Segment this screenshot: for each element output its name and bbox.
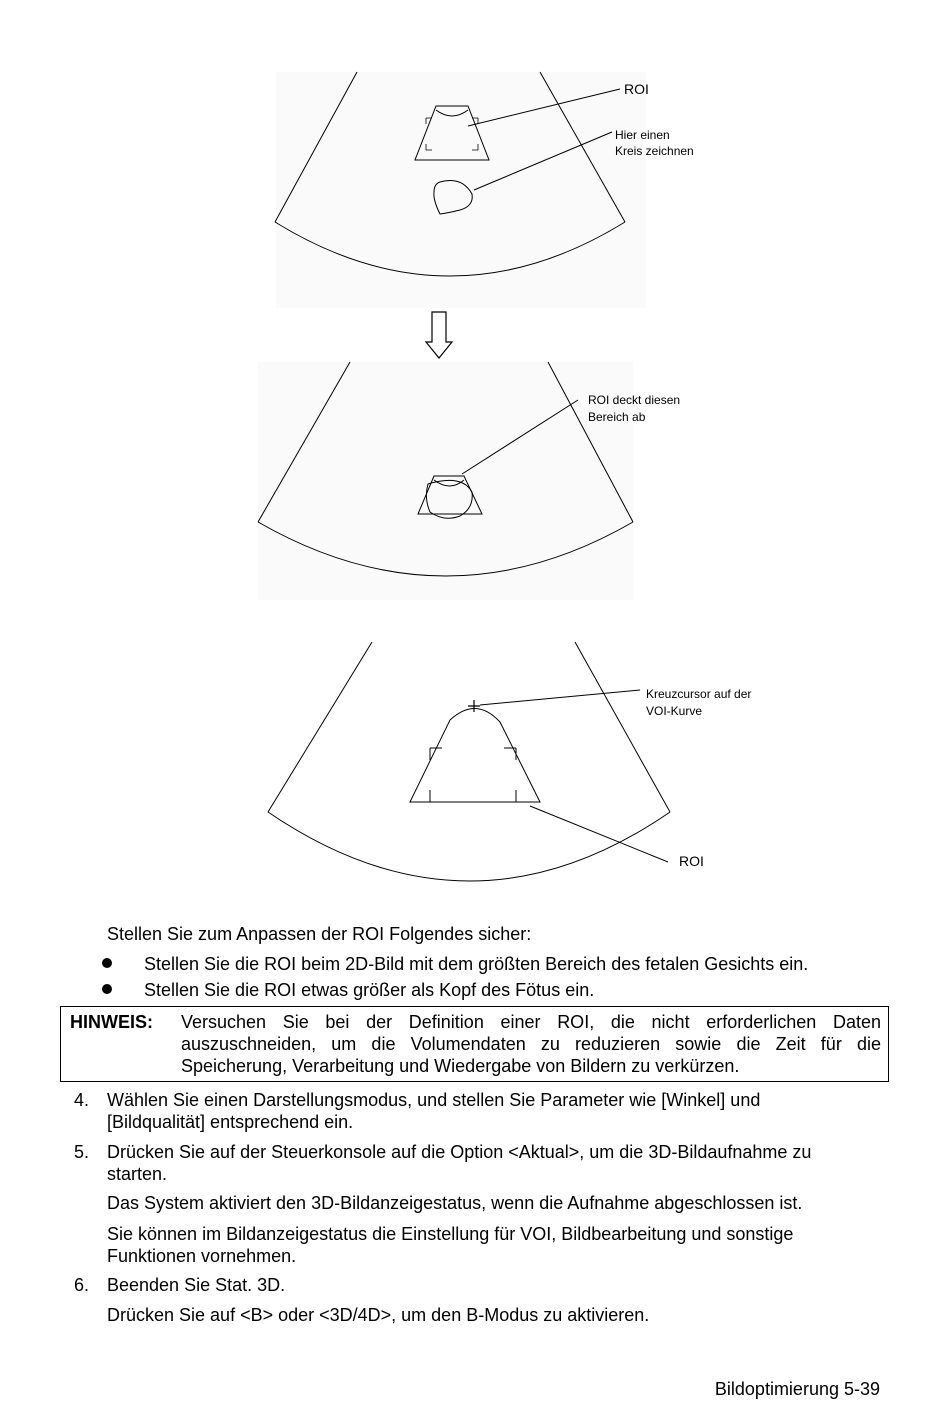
label-cursor-2: VOI-Kurve — [646, 704, 703, 718]
sector-left-edge-3 — [268, 642, 372, 812]
page-footer: Bildoptimierung 5-39 — [714, 1379, 880, 1399]
diagram-cross-cursor — [268, 642, 670, 881]
step-number: 6. — [74, 1275, 90, 1295]
sector-arc-3 — [268, 812, 670, 881]
label-cover-1: ROI deckt diesen — [588, 393, 681, 407]
note-text — [181, 1011, 881, 1077]
label-cover-2: Bereich ab — [588, 410, 646, 424]
diagram-roi-covers — [258, 362, 633, 600]
step-5-extra-2: Sie können im Bildanzeigestatus die Einstellung für VOI, Bildbearbeitung und sonstige — [107, 1224, 794, 1244]
leader-cursor — [480, 690, 640, 705]
note-label: HINWEIS: — [70, 1012, 153, 1032]
leader-roi-3 — [530, 806, 668, 862]
step-5-line-1: Drücken Sie auf der Steuerkonsole auf die Option <Aktual>, um die 3D-Bildaufnahme zu — [107, 1142, 812, 1162]
bullet-dot-icon — [102, 984, 112, 994]
cross-cursor-icon — [468, 700, 480, 712]
step-number: 4. — [74, 1090, 90, 1110]
bullet-item-2: Stellen Sie die ROI etwas größer als Kopf des Fötus ein. — [144, 980, 595, 1000]
sector-right-edge-3 — [575, 642, 670, 812]
step-number: 5. — [74, 1142, 90, 1162]
step-5-line-2: starten. — [107, 1164, 168, 1184]
label-roi-1: ROI — [624, 81, 649, 97]
step-4-line-2: [Bildqualität] entsprechend ein. — [107, 1112, 354, 1132]
label-cursor-1: Kreuzcursor auf der — [646, 687, 752, 701]
note-box — [60, 1006, 889, 1082]
step-5-extra-1: Das System aktiviert den 3D-Bildanzeigestatus, wenn die Aufnahme abgeschlossen ist. — [107, 1193, 803, 1213]
note-line: auszuschneiden, um die Volumendaten zu reduzieren sowie die Zeit für die — [181, 1034, 881, 1054]
step-5-extra-3: Funktionen vornehmen. — [107, 1246, 297, 1266]
note-line: Speicherung, Verarbeitung und Wiedergabe von Bildern zu verkürzen. — [181, 1056, 740, 1076]
diagram-draw-circle — [275, 72, 646, 308]
intro-text: Stellen Sie zum Anpassen der ROI Folgendes sicher: — [107, 924, 532, 944]
bullet-dot-icon — [102, 958, 112, 968]
step-6-line-1: Beenden Sie Stat. 3D. — [107, 1275, 286, 1295]
step-6-extra-1: Drücken Sie auf <B> oder <3D/4D>, um den B-Modus zu aktivieren. — [107, 1305, 650, 1325]
down-arrow-icon — [426, 312, 452, 358]
note-line: Versuchen Sie bei der Definition einer ROI, die nicht erforderlichen Daten — [181, 1012, 881, 1032]
label-roi-3: ROI — [679, 853, 704, 869]
label-circle-2: Kreis zeichnen — [615, 144, 694, 158]
label-circle-1: Hier einen — [615, 128, 670, 142]
step-4-line-1: Wählen Sie einen Darstellungsmodus, und stellen Sie Parameter wie [Winkel] und — [107, 1090, 761, 1110]
bullet-item-1: Stellen Sie die ROI beim 2D-Bild mit dem größten Bereich des fetalen Gesichts ein. — [144, 954, 809, 974]
